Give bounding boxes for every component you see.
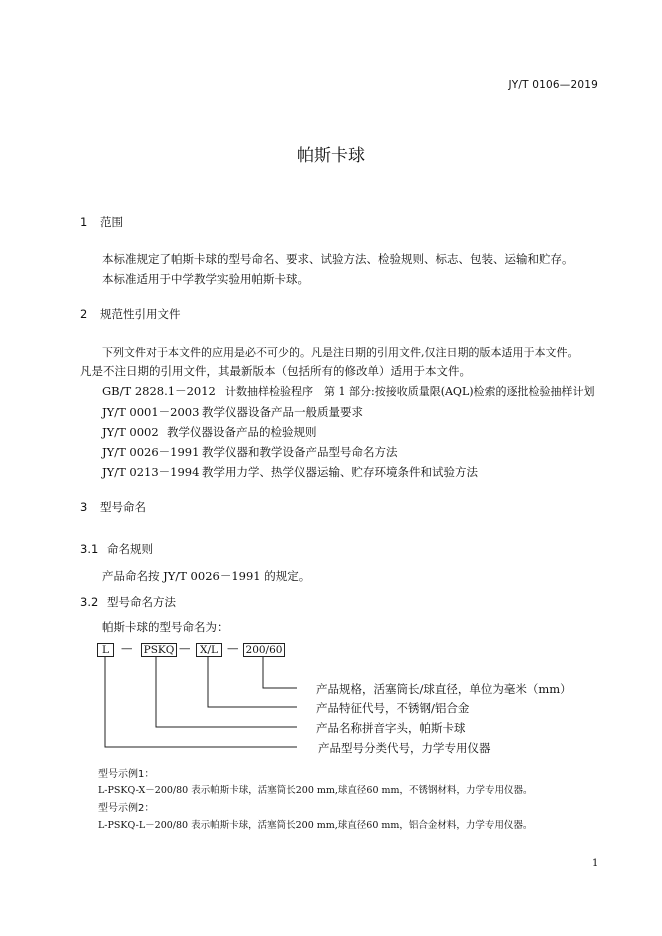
reference-title: 教学仪器设备产品一般质量要求 (202, 405, 363, 419)
separator-dash: — (227, 641, 239, 655)
diagram-label-spec: 产品规格，活塞筒长/球直径，单位为毫米（mm） (316, 682, 572, 696)
paragraph: 本标准规定了帕斯卡球的型号命名、要求、试验方法、检验规则、标志、包装、运输和贮存。 (102, 252, 574, 266)
section-number: 1 (80, 215, 88, 229)
separator-dash: — (179, 641, 191, 655)
section-number: 3.2 (80, 595, 99, 609)
reference-code: GB/T 2828.1－2012 (102, 384, 216, 398)
paragraph: 凡是不注日期的引用文件，其最新版本（包括所有的修改单）适用于本文件。 (80, 364, 471, 378)
model-box-classification: L (97, 643, 114, 657)
section-title: 规范性引用文件 (100, 307, 181, 321)
section-title: 型号命名方法 (107, 595, 176, 609)
reference-title: 计数抽样检验程序 第 1 部分:按接收质量限(AQL)检索的逐批检验抽样计划 (225, 385, 595, 398)
page-number: 1 (592, 858, 599, 869)
reference-code: JY/T 0001－2003 (102, 405, 200, 419)
section-title: 范围 (100, 215, 123, 229)
paragraph: 帕斯卡球的型号命名为： (102, 620, 229, 634)
separator-dash: — (121, 641, 133, 655)
reference-title: 教学仪器设备产品的检验规则 (167, 425, 317, 439)
section-number: 2 (80, 307, 88, 321)
paragraph: 产品命名按 JY/T 0026－1991 的规定。 (102, 569, 311, 583)
reference-code: JY/T 0026－1991 (102, 445, 200, 459)
reference-code: JY/T 0002 (102, 425, 159, 439)
example-heading: 型号示例1： (98, 769, 155, 780)
diagram-label-feature: 产品特征代号，不锈钢/铝合金 (316, 701, 470, 715)
page-title: 帕斯卡球 (297, 146, 365, 166)
diagram-label-name: 产品名称拼音字头，帕斯卡球 (316, 721, 466, 735)
section-number: 3 (80, 500, 88, 514)
model-box-feature: X/L (196, 643, 222, 657)
model-box-spec: 200/60 (243, 643, 285, 657)
paragraph: 本标准适用于中学教学实验用帕斯卡球。 (102, 272, 309, 286)
section-title: 型号命名 (100, 500, 146, 514)
reference-title: 教学仪器和教学设备产品型号命名方法 (202, 445, 398, 459)
paragraph: 下列文件对于本文件的应用是必不可少的。凡是注日期的引用文件,仅注日期的版本适用于本文件。 (102, 346, 579, 359)
standard-number: JY/T 0106—2019 (508, 79, 598, 91)
diagram-label-classification: 产品型号分类代号，力学专用仪器 (318, 741, 491, 755)
example-text: L-PSKQ-L－200/80 表示帕斯卡球，活塞筒长200 mm,球直径60 mm，铝合金材料，力学专用仪器。 (98, 820, 533, 831)
example-heading: 型号示例2： (98, 803, 155, 814)
model-box-name: PSKQ (141, 643, 177, 657)
example-text: L-PSKQ-X－200/80 表示帕斯卡球，活塞筒长200 mm,球直径60 mm，不锈钢材料，力学专用仪器。 (98, 785, 533, 796)
section-title: 命名规则 (107, 542, 153, 556)
section-number: 3.1 (80, 542, 99, 556)
reference-title: 教学用力学、热学仪器运输、贮存环境条件和试验方法 (202, 465, 478, 479)
reference-code: JY/T 0213－1994 (102, 465, 200, 479)
